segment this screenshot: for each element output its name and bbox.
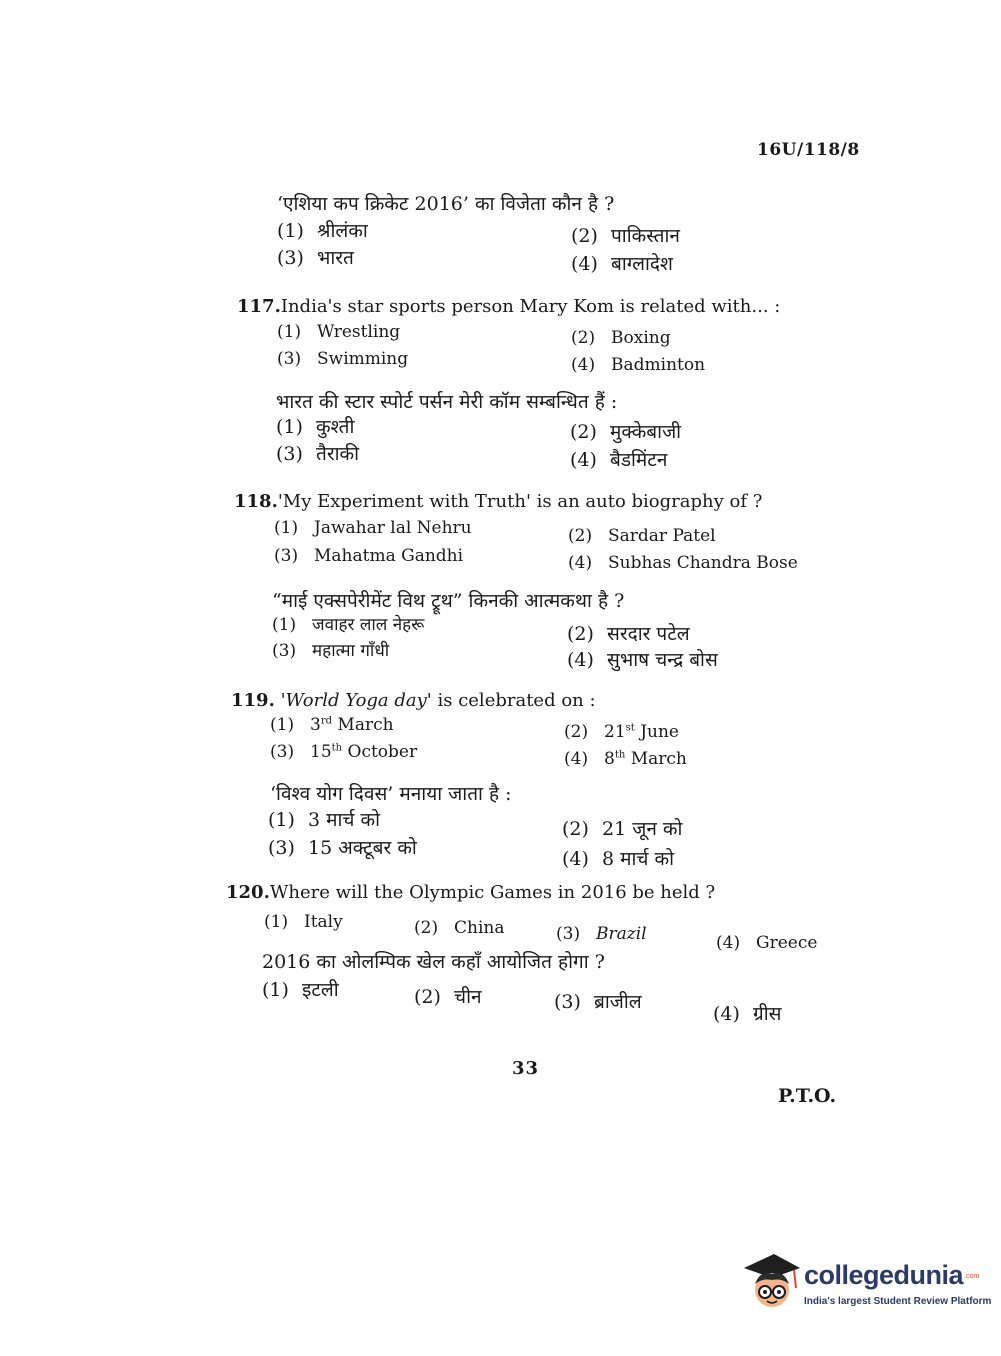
q118-option-1: (1) Jawahar lal Nehru <box>274 518 472 538</box>
q118-option-4: (4) Subhas Chandra Bose <box>568 553 798 573</box>
q117-hindi-option-3: (3) तैराकी <box>276 443 360 465</box>
q120-question: 120.Where will the Olympic Games in 2016 be held ? <box>226 882 716 903</box>
q120-hindi-option-4: (4) ग्रीस <box>713 1003 782 1025</box>
q119-option-1: (1) 3rd March <box>270 715 394 735</box>
q118-hindi-question: “माई एक्सपेरीमेंट विथ ट्रूथ” किनकी आत्मकथा है ? <box>272 590 625 612</box>
q117-option-4: (4) Badminton <box>571 355 706 375</box>
q119-hindi-option-1: (1) 3 मार्च को <box>268 809 381 831</box>
q120-hindi-option-2: (2) चीन <box>414 986 482 1008</box>
q117-option-3: (3) Swimming <box>277 349 409 369</box>
q119-option-4: (4) 8th March <box>564 749 687 769</box>
brand-suffix: .com <box>964 1273 980 1280</box>
q116-hindi-option-2: (2) पाकिस्तान <box>571 225 680 247</box>
paper-code: 16U/118/8 <box>757 140 860 160</box>
q119-option-2: (2) 21st June <box>564 722 679 742</box>
q117-hindi-option-1: (1) कुश्ती <box>276 416 355 438</box>
q119-hindi-option-2: (2) 21 जून को <box>562 818 683 840</box>
q118-option-3: (3) Mahatma Gandhi <box>274 546 464 566</box>
q116-hindi-question: ‘एशिया कप क्रिकेट 2016’ का विजेता कौन है ? <box>277 193 615 215</box>
q119-question: 119. 'World Yoga day' is celebrated on : <box>231 690 596 711</box>
q118-question: 118.'My Experiment with Truth' is an auto biography of ? <box>234 491 763 512</box>
pto-label: P.T.O. <box>778 1085 837 1107</box>
q120-hindi-question: 2016 का ओलम्पिक खेल कहाँ आयोजित होगा ? <box>262 951 605 973</box>
q118-option-2: (2) Sardar Patel <box>568 526 716 546</box>
q120-option-2: (2) China <box>414 918 505 938</box>
q119-hindi-option-4: (4) 8 मार्च को <box>562 848 675 870</box>
q119-hindi-question: ‘विश्व योग दिवस’ मनाया जाता है : <box>270 783 512 805</box>
page-number: 33 <box>512 1058 540 1079</box>
collegedunia-logo <box>742 1248 992 1320</box>
q117-hindi-question: भारत की स्टार स्पोर्ट पर्सन मेरी कॉम सम्बन्धित हैं : <box>276 391 618 413</box>
q118-hindi-option-2: (2) सरदार पटेल <box>567 623 690 645</box>
q116-hindi-option-3: (3) भारत <box>277 247 354 269</box>
q117-hindi-option-4: (4) बैडमिंटन <box>570 449 668 471</box>
q117-option-2: (2) Boxing <box>571 328 671 348</box>
q116-hindi-option-1: (1) श्रीलंका <box>277 220 368 242</box>
q118-hindi-option-1: (1) जवाहर लाल नेहरू <box>272 615 425 635</box>
mascot-icon <box>742 1248 802 1320</box>
q118-hindi-option-4: (4) सुभाष चन्द्र बोस <box>567 649 718 671</box>
q117-question: 117.India's star sports person Mary Kom is related with... : <box>237 296 781 317</box>
brand-name: collegedunia <box>804 1260 964 1290</box>
q120-hindi-option-1: (1) इटली <box>262 979 339 1001</box>
q119-hindi-option-3: (3) 15 अक्टूबर को <box>268 837 417 859</box>
brand-tagline: India's largest Student Review Platform <box>804 1296 992 1307</box>
q120-option-3: (3) Brazil <box>556 924 647 944</box>
q117-option-1: (1) Wrestling <box>277 322 401 342</box>
q118-hindi-option-3: (3) महात्मा गाँधी <box>272 641 390 661</box>
q120-option-1: (1) Italy <box>264 912 343 932</box>
q120-hindi-option-3: (3) ब्राजील <box>554 991 642 1013</box>
q116-hindi-option-4: (4) बाग्लादेश <box>571 253 673 275</box>
q117-hindi-option-2: (2) मुक्केबाजी <box>570 421 682 443</box>
q120-option-4: (4) Greece <box>716 933 818 953</box>
q119-option-3: (3) 15th October <box>270 742 418 762</box>
